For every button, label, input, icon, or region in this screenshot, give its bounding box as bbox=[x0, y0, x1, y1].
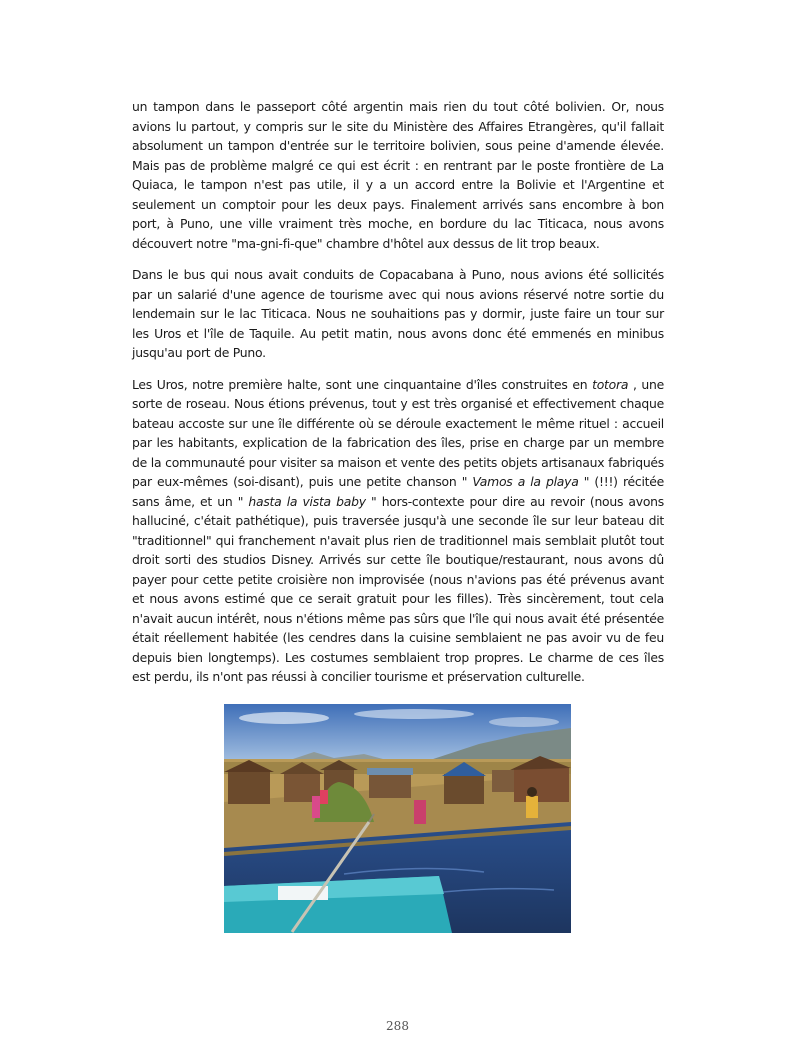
photo-uros-islands bbox=[224, 704, 571, 933]
body-text bbox=[132, 97, 664, 699]
paragraph-3-part-2: , une sorte de roseau. Nous étions prévenus, tout y est très organisé et effectivement chaque bateau accoste sur une île différente où se déroule exactement le même rituel : accueil par les habitants, explication de la fabrication des îles, prise en charge par un membre de la communauté pour visiter sa maison et vente des petits objets artisanaux fabriqués par eux-mêmes (soi-disant), puis une petite chanson " bbox=[132, 376, 664, 489]
italic-farewell: hasta la vista baby bbox=[248, 493, 366, 509]
italic-song-title: Vamos a la playa bbox=[472, 474, 579, 489]
paragraph-1: un tampon dans le passeport côté argentin mais rien du tout côté bolivien. Or, nous avions lu partout, y compris sur le site du Ministère des Affaires Etrangères, qu'il fallait absolument un tampon d'entrée sur le territoire bolivien, sous peine d'amende élevée. Mais pas de problème malgré ce qui est écrit : en rentrant par le poste frontière de La Quiaca, le tampon n'est pas utile, il y a un accord entre la Bolivie et l'Argentine et seulement un comptoir pour les deux pays. Finalement arrivés sans encombre à bon port, à Puno, une ville vraiment très moche, en bordure du lac Titicaca, nous avons découvert notre "ma-gni-fi-que" chambre d'hôtel aux dessus de lit trop beaux. bbox=[132, 99, 664, 251]
paragraph-2: Dans le bus qui nous avait conduits de Copacabana à Puno, nous avions été sollicités par un salarié d'une agence de tourisme avec qui nous avions réservé notre sortie du lendemain sur le lac Titicaca. Nous ne souhaitions pas y dormir, juste faire un tour sur les Uros et l'île de Taquile. Au petit matin, nous avons donc été emmenés en minibus jusqu'au port de Puno. bbox=[132, 267, 664, 360]
paragraph-3 bbox=[132, 375, 664, 687]
italic-totora: totora bbox=[592, 376, 629, 392]
paragraph-3-part-1: Les Uros, notre première halte, sont une cinquantaine d'îles construites en bbox=[132, 376, 593, 392]
paragraph-3-part-3: " (!!!) récitée sans âme, et un " bbox=[132, 474, 664, 509]
paragraph-3-part-4: " hors-contexte pour dire au revoir (nous avons halluciné, c'était pathétique), puis traversée jusqu'à une seconde île sur leur bateau dit "traditionnel" qui franchement n'avait plus rien de traditionnel mais semblait plutôt tout droit sorti des studios Disney. Arrivés sur cette île boutique/restaurant, nous avons dû payer pour cette petite croisière non improvisée (nous n'avions pas été prévenus avant et nous avons estimé que ce serait gratuit pour les filles). Très sincèrement, tout cela n'avait aucun intérêt, nous n'étions même pas sûrs que l'île qui nous avait été présentée était réellement habitée (les cendres dans la cuisine semblaient ne pas avoir vu de feu depuis bien longtemps). Les costumes semblaient trop propres. Le charme de ces îles est perdu, ils n'ont pas réussi à concilier tourisme et préservation culturelle. bbox=[132, 493, 664, 684]
page-number: 288 bbox=[386, 1019, 409, 1033]
